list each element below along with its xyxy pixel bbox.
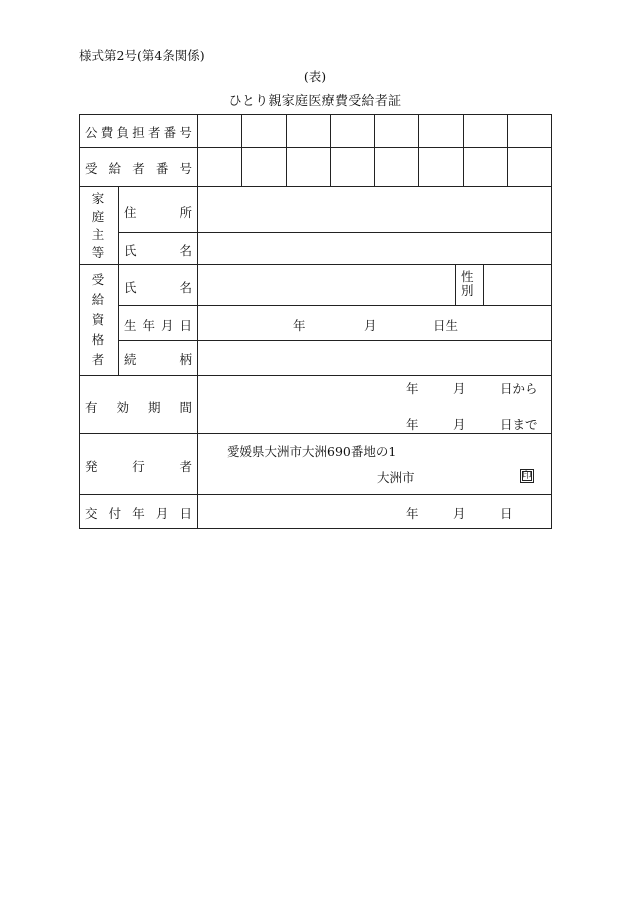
table-border-right [551,114,552,187]
birth-date-label: 生 年 月 日 [124,318,192,333]
table-line [79,264,552,265]
validity-period-label: 有 効 期 間 [85,400,192,415]
document-title: ひとり親家庭医療費受給者証 [228,94,402,109]
public-payer-number-label: 公 費 負 担 者 番 号 [85,125,192,140]
number-box-divider [463,114,464,187]
table-border-bottom [79,528,552,529]
table-line [507,186,552,187]
issue-day-unit: 日 [500,506,513,521]
table-line [79,494,552,495]
eligible-person-group-label: 受 給 資 格 者 [91,272,105,367]
birth-month-unit: 月 [364,318,377,333]
table-border-left [79,114,80,529]
gender-divider [483,264,484,306]
table-line [118,232,552,233]
issue-year-unit: 年 [406,506,419,521]
number-box-divider [418,114,419,187]
number-box-divider [241,114,242,187]
validity-to-day: 日まで [500,417,538,432]
seal-icon: 印 [520,469,534,483]
validity-from-month: 月 [453,381,466,396]
validity-from-year: 年 [406,381,419,396]
number-box-divider [330,114,331,187]
issue-month-unit: 月 [453,506,466,521]
table-border-right [551,186,552,529]
table-line [118,305,552,306]
recipient-number-label: 受 給 者 番 号 [85,161,192,176]
gender-divider [455,264,456,306]
issue-date-label: 交 付 年 月 日 [85,506,192,521]
household-head-name-label: 氏 名 [124,243,192,258]
validity-to-year: 年 [406,417,419,432]
address-label: 住 所 [124,205,192,220]
group-column-divider [118,186,119,376]
birth-day-unit: 日生 [433,318,459,333]
relationship-label: 続 柄 [124,352,192,367]
table-line [79,433,552,434]
validity-to-month: 月 [453,417,466,432]
number-box-divider [507,114,508,187]
table-line [79,186,508,187]
birth-year-unit: 年 [293,318,306,333]
number-box-divider [286,114,287,187]
table-line [79,375,552,376]
table-border-top [79,114,552,115]
validity-from-day: 日から [500,381,538,396]
label-column-divider [197,114,198,529]
eligible-person-name-label: 氏 名 [124,280,192,295]
issuer-name: 大洲市 [377,470,415,485]
gender-label: 性 別 [461,269,474,298]
issuer-address: 愛媛県大洲市大洲690番地の1 [227,444,397,459]
issuer-label: 発 行 者 [85,459,192,474]
household-head-group-label: 家 庭 主 等 [91,191,105,260]
form-number: 様式第2号(第4条関係) [79,48,205,63]
table-line [118,340,552,341]
table-line [79,147,552,148]
side-label: (表) [303,69,327,84]
number-box-divider [374,114,375,187]
